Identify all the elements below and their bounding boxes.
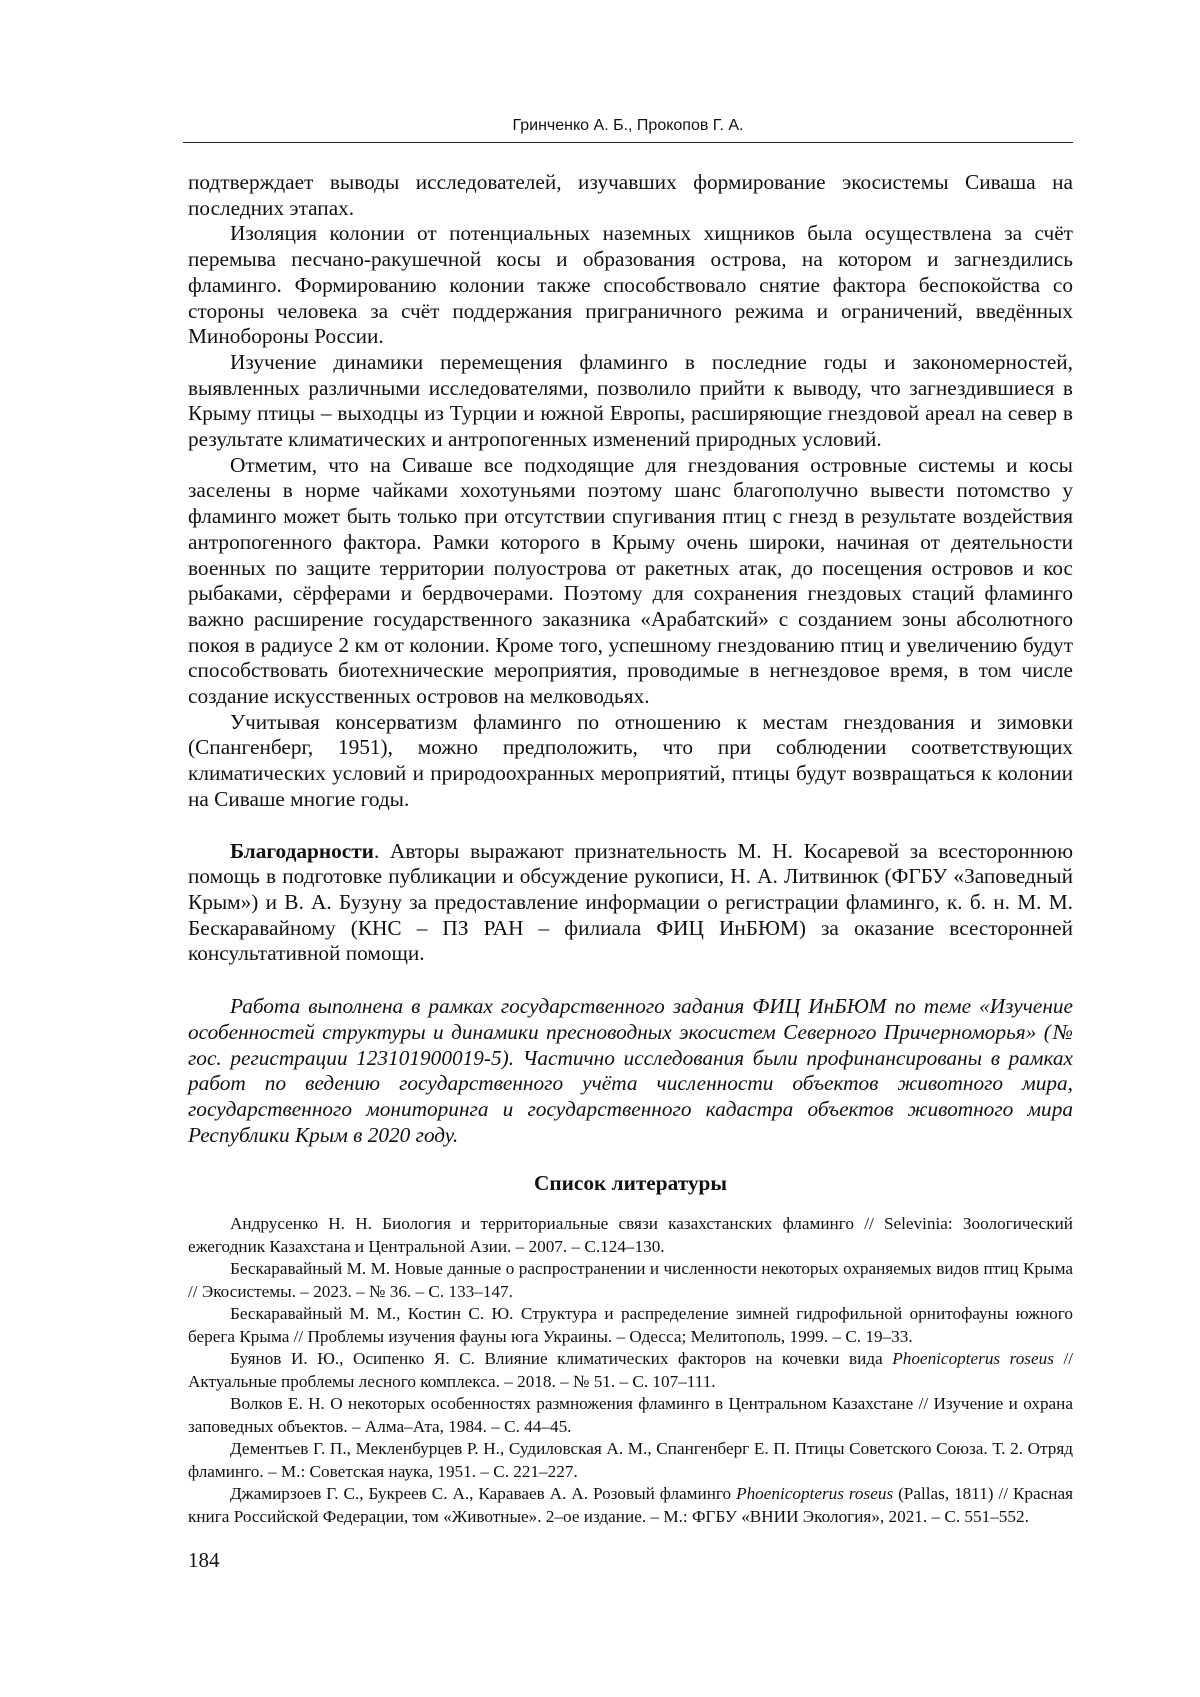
funding-paragraph: Работа выполнена в рамках государственного задания ФИЦ ИнБЮМ по теме «Изучение особенностей структуры и динамики пресноводных экосистем Северного Причерноморья» (№ гос. регистрации 123101900019-5). Частично исследования были профинансированы в рамках работ по ведению государственного учёта численности объектов животного мира, государственного мониторинга и государственного кадастра объектов животного мира Республики Крым в 2020 году.	[188, 994, 1073, 1147]
running-header: Гринченко А. Б., Прокопов Г. А.	[183, 116, 1073, 143]
acknowledgements-text: . Авторы выражают признательность М. Н. Косаревой за всестороннюю помощь в подготовке публикации и обсуждение рукописи, Н. А. Литвинюк (ФГБУ «Заповедный Крым») и В. А. Бузуну за предоставление информации о регистрации фламинго, к. б. н. М. М. Бескаравайному (КНС – ПЗ РАН – филиала ФИЦ ИнБЮМ) за оказание всесторонней консультативной помощи.	[188, 838, 1073, 966]
references-title: Список литературы	[534, 1171, 727, 1196]
reference-item: Буянов И. Ю., Осипенко Я. С. Влияние климатических факторов на кочевки вида Phoenicopterus roseus // Актуальные проблемы лесного комплекса. – 2018. – № 51. – С. 107–111.	[188, 1349, 1073, 1391]
paragraph: Изучение динамики перемещения фламинго в последние годы и закономерностей, выявленных различными исследователями, позволило прийти к выводу, что загнездившиеся в Крыму птицы – выходцы из Турции и южной Европы, расширяющие гнездовой ареал на север в результате климатических и антропогенных изменений природных условий.	[188, 349, 1073, 452]
paragraph: Учитывая консерватизм фламинго по отношению к местам гнездования и зимовки (Спангенберг, 1951), можно предположить, что при соблюдении соответствующих климатических условий и природоохранных мероприятий, птицы будут возвращаться к колонии на Сиваше многие годы.	[188, 709, 1073, 811]
reference-item: Андрусенко Н. Н. Биология и территориальные связи казахстанских фламинго // Selevinia: Зоологический ежегодник Казахстана и Центральной Азии. – 2007. – С.124–130.	[188, 1214, 1073, 1256]
reference-list	[188, 1213, 1073, 1528]
acknowledgements-paragraph	[188, 839, 1073, 968]
main-text	[188, 170, 1073, 1528]
species-name: Phoenicopterus roseus	[736, 1484, 894, 1504]
reference-item: Бескаравайный М. М., Костин С. Ю. Структура и распределение зимней гидрофильной орнитофауны южного берега Крыма // Проблемы изучения фауны юга Украины. – Одесса; Мелитополь, 1999. – С. 19–33.	[188, 1304, 1073, 1346]
acknowledgements-heading: Благодарности	[230, 838, 374, 863]
paragraph: Отметим, что на Сиваше все подходящие для гнездования островные системы и косы заселены в норме чайками хохотуньями поэтому шанс благополучно вывести потомство у фламинго может быть только при отсутствии спугивания птиц с гнезд в результате воздействия антропогенного фактора. Рамки которого в Крыму очень широки, начиная от деятельности военных по защите территории полуострова от ракетных атак, до посещения островов и кос рыбаками, сёрферами и бердвочерами. Поэтому для сохранения гнездовых стаций фламинго важно расширение государственного заказника «Арабатский» с созданием зоны абсолютного покоя в радиусе 2 км от колонии. Кроме того, успешному гнездованию птиц и увеличению будут способствовать биотехнические мероприятия, проводимые в негнездовое время, в том числе создание искусственных островов на мелководьях.	[188, 452, 1073, 709]
reference-item: Джамирзоев Г. С., Букреев С. А., Караваев А. А. Розовый фламинго Phoenicopterus roseus (Pallas, 1811) // Красная книга Российской Федерации, том «Животные». 2–ое издание. – М.: ФГБУ «ВНИИ Экология», 2021. – С. 551–552.	[188, 1484, 1073, 1526]
reference-item: Бескаравайный М. М. Новые данные о распространении и численности некоторых охраняемых видов птиц Крыма // Экосистемы. – 2023. – № 36. – С. 133–147.	[188, 1259, 1073, 1301]
species-name: Phoenicopterus roseus	[892, 1349, 1054, 1369]
reference-item: Дементьев Г. П., Мекленбурцев Р. Н., Судиловская А. М., Спангенберг Е. П. Птицы Советского Союза. Т. 2. Отряд фламинго. – М.: Советская наука, 1951. – С. 221–227.	[188, 1439, 1073, 1481]
page-number: 184	[188, 1548, 220, 1572]
reference-item: Волков Е. Н. О некоторых особенностях размножения фламинго в Центральном Казахстане // Изучение и охрана заповедных объектов. – Алма–Ата, 1984. – С. 44–45.	[188, 1394, 1073, 1436]
paragraph: Изоляция колонии от потенциальных наземных хищников была осуществлена за счёт перемыва песчано-ракушечной косы и образования острова, на котором и загнездились фламинго. Формированию колонии также способствовало снятие фактора беспокойства со стороны человека за счёт поддержания приграничного режима и ограничений, введённых Минобороны России.	[188, 221, 1073, 349]
paragraph-continued: подтверждает выводы исследователей, изучавших формирование экосистемы Сиваша на последних этапах.	[188, 170, 1073, 220]
